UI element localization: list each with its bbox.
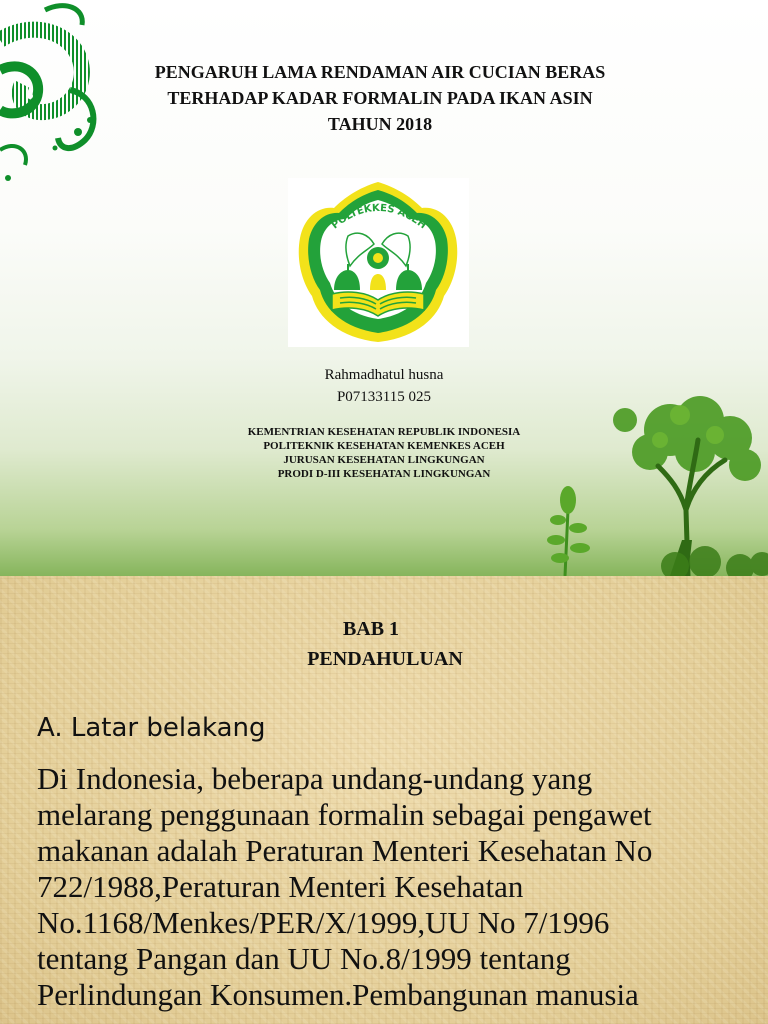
title-line-1: PENGARUH LAMA RENDAMAN AIR CUCIAN BERAS (154, 62, 606, 82)
institution-line-3: JURUSAN KESEHATAN LINGKUNGAN (283, 454, 485, 466)
chapter-number: BAB 1 (342, 618, 400, 640)
chapter-heading (250, 614, 520, 674)
author-id: P07133115 025 (336, 389, 432, 405)
logo-emblem (288, 178, 469, 347)
logo-text: POLTEKKES ACEH (329, 202, 429, 232)
author-info (184, 364, 584, 408)
body-line-2: melarang penggunaan formalin sebagai pengawet (37, 797, 652, 832)
section-heading: A. Latar belakang (37, 713, 266, 743)
title-line-3: TAHUN 2018 (327, 114, 433, 134)
body-line-3: makanan adalah Peraturan Menteri Kesehatan No (37, 833, 653, 868)
chapter-title: PENDAHULUAN (307, 648, 463, 670)
body-line-1: Di Indonesia, beberapa undang-undang yang (37, 761, 593, 796)
title-line-2: TERHADAP KADAR FORMALIN PADA IKAN ASIN (167, 88, 593, 108)
body-line-5: No.1168/Menkes/PER/X/1999,UU No 7/1996 (37, 905, 610, 940)
institution-line-4: PRODI D-III KESEHATAN LINGKUNGAN (277, 468, 491, 480)
body-paragraph (37, 761, 737, 1013)
presentation-title (80, 59, 680, 137)
body-line-4: 722/1988,Peraturan Menteri Kesehatan (37, 869, 524, 904)
institution-line-1: KEMENTRIAN KESEHATAN REPUBLIK INDONESIA (247, 426, 521, 438)
tree-illustration (530, 390, 768, 576)
poltekkes-aceh-logo (288, 178, 469, 347)
institution-line-2: POLITEKNIK KESEHATAN KEMENKES ACEH (263, 440, 505, 452)
body-line-6: tentang Pangan dan UU No.8/1999 tentang (37, 941, 571, 976)
author-name: Rahmadhatul husna (324, 367, 444, 383)
introduction-slide (0, 576, 768, 1024)
body-line-7: Perlindungan Konsumen.Pembangunan manusia (37, 977, 639, 1012)
